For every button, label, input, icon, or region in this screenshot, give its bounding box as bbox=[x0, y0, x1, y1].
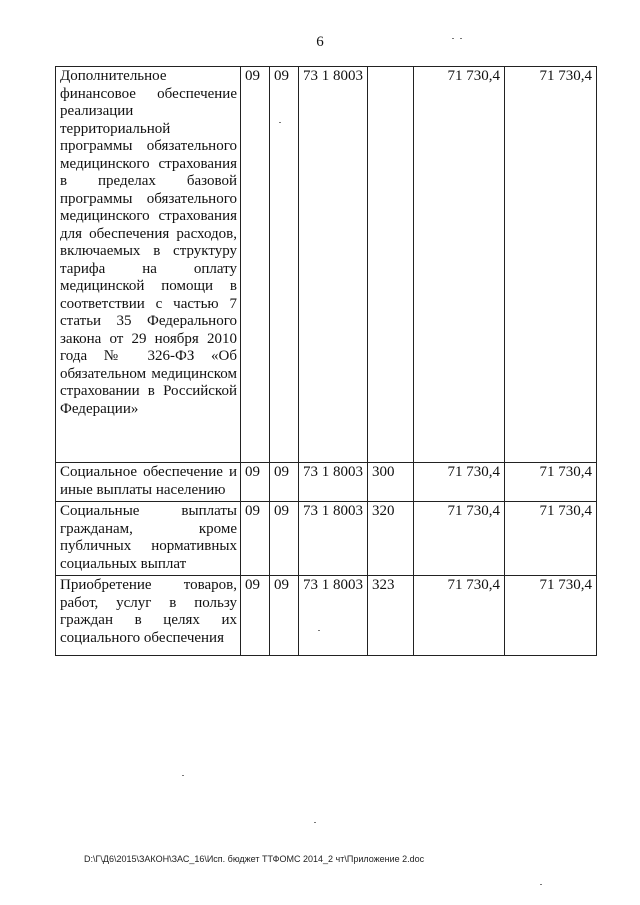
row-name-cell: Дополнительное финансовое обеспечение реализации территориальной программы обязательного медицинского страхования в пределах базовой программы обязательного медицинского страхования для обеспечения расходов, включаемых в структуру тарифа на оплату медицинской помощи в соответствии с частью 7 статьи 35 Федерального закона от 29 ноября 2010 года № 326-ФЗ «Об обязательном медицинском страховании в Российской Федерации» bbox=[56, 67, 241, 463]
target-article-cell: 73 1 8003 bbox=[299, 67, 368, 463]
table-row bbox=[56, 576, 597, 656]
expense-type-cell: 320 bbox=[368, 502, 414, 576]
amount-cell-1: 71 730,4 bbox=[414, 463, 505, 502]
file-path-footer: D:\Г\Д6\2015\ЗАКОН\ЗАС_16\Исп. бюджет ТТФОМС 2014_2 чт\Приложение 2.doc bbox=[84, 854, 425, 864]
target-article-cell: 73 1 8003 bbox=[299, 576, 368, 656]
section-code-cell: 09 bbox=[241, 67, 270, 463]
row-name-cell: Приобретение товаров, работ, услуг в пользу граждан в целях их социального обеспечения bbox=[56, 576, 241, 656]
subsection-code-cell: 09 bbox=[270, 67, 299, 463]
scan-speck bbox=[318, 630, 320, 631]
amount-cell-2: 71 730,4 bbox=[505, 463, 597, 502]
amount-cell-1: 71 730,4 bbox=[414, 502, 505, 576]
subsection-code-cell: 09 bbox=[270, 502, 299, 576]
section-code-cell: 09 bbox=[241, 576, 270, 656]
scan-speck bbox=[540, 884, 542, 885]
table-row bbox=[56, 502, 597, 576]
expense-type-cell: 300 bbox=[368, 463, 414, 502]
scan-speck bbox=[452, 38, 454, 39]
section-code-cell: 09 bbox=[241, 502, 270, 576]
amount-cell-2: 71 730,4 bbox=[505, 576, 597, 656]
amount-cell-1: 71 730,4 bbox=[414, 67, 505, 463]
target-article-cell: 73 1 8003 bbox=[299, 502, 368, 576]
expense-type-cell bbox=[368, 67, 414, 463]
subsection-code-cell: 09 bbox=[270, 463, 299, 502]
amount-cell-2: 71 730,4 bbox=[505, 502, 597, 576]
budget-table bbox=[55, 66, 597, 656]
row-name-cell: Социальные выплаты гражданам, кроме публичных нормативных социальных выплат bbox=[56, 502, 241, 576]
page-number: 6 bbox=[316, 34, 324, 50]
subsection-code-cell: 09 bbox=[270, 576, 299, 656]
scan-speck bbox=[460, 38, 462, 39]
expense-type-cell: 323 bbox=[368, 576, 414, 656]
scan-speck bbox=[314, 822, 316, 823]
target-article-cell: 73 1 8003 bbox=[299, 463, 368, 502]
table-row bbox=[56, 67, 597, 463]
row-name-cell: Социальное обеспечение и иные выплаты населению bbox=[56, 463, 241, 502]
scan-speck bbox=[279, 122, 281, 123]
amount-cell-2: 71 730,4 bbox=[505, 67, 597, 463]
section-code-cell: 09 bbox=[241, 463, 270, 502]
amount-cell-1: 71 730,4 bbox=[414, 576, 505, 656]
table-row bbox=[56, 463, 597, 502]
scan-speck bbox=[182, 775, 184, 776]
